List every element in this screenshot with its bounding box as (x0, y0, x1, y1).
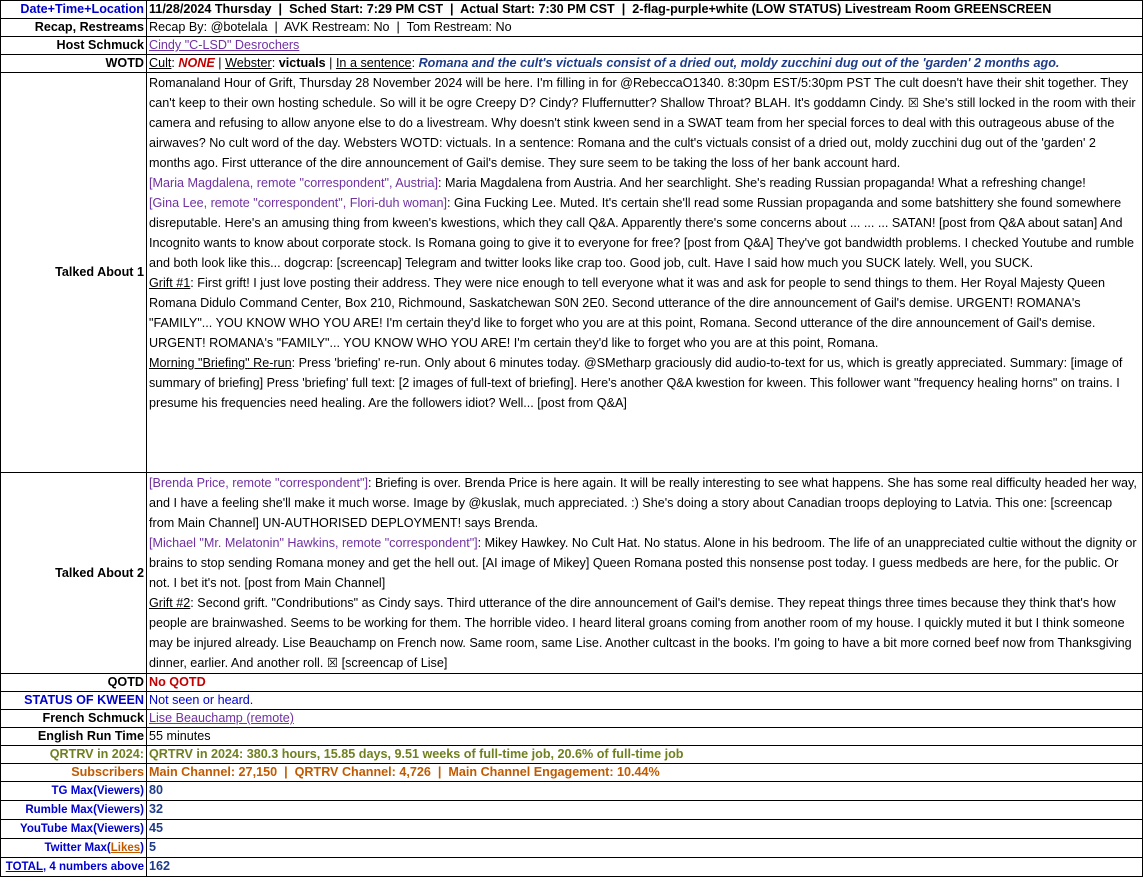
talk1-para-4: Grift #1: First grift! I just love posting their address. They were nice enough to tell everyone what it was and ask for people to send things to them. Her Royal Majesty Queen Romana Didulo Command Center, Box 210, Richmound, Saskatchewan S0N 2E0. Second utterance of the dire announcement of Gail's demise. URGENT! ROMANA's "FAMILY"... YOU KNOW WHO YOU ARE! I'm certain they'd like to forget who you are at this point, Romana. Second utterance of the dire announcement of Gail's demise. URGENT! ROMANA's "FAMILY"... YOU KNOW WHO YOU ARE! I'm certain they'd like to forget who you are at this point, Romana. (149, 276, 1105, 350)
value-wotd: Cult: NONE | Webster: victuals | In a sentence: Romana and the cult's victuals consist of a dried out, moldy zucchini dug out of the 'garden' 2 months ago. (147, 55, 1143, 73)
value-tg: 80 (147, 782, 1143, 801)
actual-start: Actual Start: 7:30 PM CST (460, 2, 615, 16)
talk1-para-3: [Gina Lee, remote "correspondent", Flori-duh woman]: Gina Fucking Lee. Muted. It's certain she'll read some Russian propaganda and some batshittery she found somewhere disreputable. Here's an amusing thing from kween's kwestions, which they call Q&A. Apparently there's some concerns about ... ... ... SATAN! [post from Q&A about satan] And Incognito wants to know about corporate stock. Is Romana going to give it to everyone for free? [post from Q&A] They've got bandwidth problems. I checked Youtube and rumble and both look like this... dogcrap: [screencap] Telegram and twitter looks like crap too. Good job, cult. Have I said how much you SUCK lately. Well, you SUCK. (149, 196, 1135, 270)
subs-engagement: Main Channel Engagement: 10.44% (448, 765, 660, 779)
value-date: 11/28/2024 Thursday | Sched Start: 7:29 PM CST | Actual Start: 7:30 PM CST | 2-flag-purple+white (LOW STATUS) Livestream Room GREENSCREEN (147, 1, 1143, 19)
date-text: 11/28/2024 (149, 2, 212, 16)
label-rumble: Rumble Max(Viewers) (1, 801, 147, 820)
talk1-para-1: Romanaland Hour of Grift, Thursday 28 November 2024 will be here. I'm filling in for @RebeccaO1340. 8:30pm EST/5:30pm PST The cult doesn't have their shit together. They can't keep to their own hosting schedule. So will it be ogre Creepy D? Cindy? Fluffernutter? Shallow Throat? BLAH. It's goddamn Cindy. ☒ She's still locked in the room with their camera and refusing to allow anyone else to do a livestream. Why doesn't stink kween send in a SWAT team from her special forces to deal with this outrageous abuse of the airwaves? No cult word of the day. Websters WOTD: victuals. In a sentence: Romana and the cult's victuals consist of a dried out, moldy zucchini dug out of the 'garden' 2 months ago. First utterance of the dire announcement of Gail's demise. They sure seem to be taking the loss of her bank account hard. (149, 76, 1136, 170)
label-status: STATUS OF KWEEN (1, 692, 147, 710)
row-twitter (1, 839, 1143, 858)
wotd-sentence: Romana and the cult's victuals consist of a dried out, moldy zucchini dug out of the 'garden' 2 months ago. (418, 56, 1060, 70)
talk1-para-5: Morning "Briefing" Re-run: Press 'briefing' re-run. Only about 6 minutes today. @SMetharp graciously did audio-to-text for us, which is greatly appreciated. Summary: [image of summary of briefing] Press 'briefing' full text: [2 images of full-text of briefing]. Here's another Q&A kwestion for kween. This follower want "frequency healing horns" on trains. I presume his frequencies need healing. Are the followers idiot? Well... [post from Q&A] (149, 356, 1123, 410)
row-host (1, 37, 1143, 55)
row-talked-2 (1, 473, 1143, 674)
talk1-para-2: [Maria Magdalena, remote "correspondent", Austria]: Maria Magdalena from Austria. And her searchlight. She's reading Russian propaganda! What a refreshing change! (149, 176, 1086, 190)
label-youtube: YouTube Max(Viewers) (1, 820, 147, 839)
row-status (1, 692, 1143, 710)
value-talked-1 (147, 73, 1143, 473)
label-talked-2: Talked About 2 (1, 473, 147, 674)
label-recap: Recap, Restreams (1, 19, 147, 37)
label-french: French Schmuck (1, 710, 147, 728)
value-qotd: No QOTD (147, 674, 1143, 692)
value-status: Not seen or heard. (147, 692, 1143, 710)
location-text: 2-flag-purple+white (LOW STATUS) Livestream Room GREENSCREEN (632, 2, 1052, 16)
label-twitter: Twitter Max(Likes) (1, 839, 147, 858)
value-rumble: 32 (147, 801, 1143, 820)
avk-restream: AVK Restream: No (284, 20, 390, 34)
row-rumble (1, 801, 1143, 820)
row-french (1, 710, 1143, 728)
value-youtube: 45 (147, 820, 1143, 839)
subs-main: Main Channel: 27,150 (149, 765, 278, 779)
value-talked-2 (147, 473, 1143, 674)
label-date: Date+Time+Location (1, 1, 147, 19)
label-qotd: QOTD (1, 674, 147, 692)
value-runtime: 55 minutes (147, 728, 1143, 746)
row-runtime (1, 728, 1143, 746)
row-subs (1, 764, 1143, 782)
label-wotd: WOTD (1, 55, 147, 73)
row-qrtrv (1, 746, 1143, 764)
sched-start: Sched Start: 7:29 PM CST (289, 2, 444, 16)
host-link[interactable]: Cindy "C-LSD" Desrochers (149, 38, 300, 52)
webster-word: victuals (278, 56, 326, 70)
label-total: TOTAL, 4 numbers above (1, 858, 147, 877)
row-wotd (1, 55, 1143, 73)
day-text: Thursday (214, 2, 272, 16)
talk2-para-3: Grift #2: Second grift. "Condributions" as Cindy says. Third utterance of the dire announcement of Gail's demise. They repeat things three times because they think that's how people are brainwashed. Seems to be working for them. The horrible video. I heard literal groans coming from another room of my house. I quickly muted it but I think someone may be injured already. Lise Beauchamp on French now. Same room, same Lise. Another cultcast in the books. I'm going to have a bit more corned beef now from Thanksgiving dinner, earlier. And another roll. ☒ [screencap of Lise] (149, 596, 1132, 670)
label-subs: Subscribers (1, 764, 147, 782)
value-subs: Main Channel: 27,150 | QRTRV Channel: 4,726 | Main Channel Engagement: 10.44% (147, 764, 1143, 782)
row-tg (1, 782, 1143, 801)
value-twitter: 5 (147, 839, 1143, 858)
likes-link[interactable]: Likes (110, 841, 141, 854)
row-total (1, 858, 1143, 877)
total-link[interactable]: TOTAL (5, 860, 44, 873)
talk2-para-2: [Michael "Mr. Melatonin" Hawkins, remote "correspondent"]: Mikey Hawkey. No Cult Hat. No status. Alone in his bedroom. The life of an unappreciated cultie without the dignity or brains to stop sending Romana money and get the hell out. [AI image of Mikey] Queen Romana posted this nonsense post today. I guess medbeds are here, for the public. Or not. I bet it's not. [post from Main Channel] (149, 536, 1137, 590)
label-host: Host Schmuck (1, 37, 147, 55)
value-qrtrv: QRTRV in 2024: 380.3 hours, 15.85 days, 9.51 weeks of full-time job, 20.6% of full-time job (147, 746, 1143, 764)
french-link[interactable]: Lise Beauchamp (remote) (149, 711, 294, 725)
recap-by: Recap By: @botelala (149, 20, 268, 34)
subs-qrtrv: QRTRV Channel: 4,726 (294, 765, 431, 779)
value-recap: Recap By: @botelala | AVK Restream: No | Tom Restream: No (147, 19, 1143, 37)
row-date (1, 1, 1143, 19)
row-qotd (1, 674, 1143, 692)
row-recap (1, 19, 1143, 37)
tom-restream: Tom Restream: No (406, 20, 512, 34)
talk2-para-1: [Brenda Price, remote "correspondent"]: Briefing is over. Brenda Price is here again. It will be really interesting to see what happens. She has some real difficulty headed her way, and I have a feeling she'll make it much worse. Image by @kuslak, much appreciated. :) She's doing a story about Canadian troops deploying to Latvia. This one: [screencap from Main Channel] UN-AUTHORISED DEPLOYMENT! says Brenda. (149, 476, 1137, 530)
row-youtube (1, 820, 1143, 839)
label-talked-1: Talked About 1 (1, 73, 147, 473)
label-qrtrv: QRTRV in 2024: (1, 746, 147, 764)
cult-word: NONE (178, 56, 215, 70)
label-tg: TG Max(Viewers) (1, 782, 147, 801)
row-talked-1 (1, 73, 1143, 473)
value-total: 162 (147, 858, 1143, 877)
label-runtime: English Run Time (1, 728, 147, 746)
